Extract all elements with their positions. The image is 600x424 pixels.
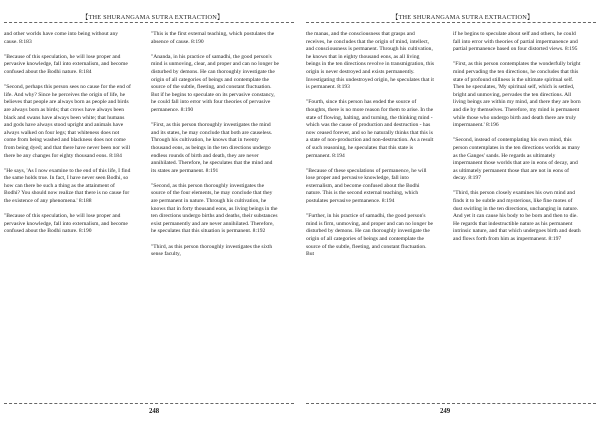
paragraph: the manas, and the consciousness that grasps and receives, he concludes that the origin of mind, intellect, and consciousness is permanent. Through his cultivation, he knows that in eighty thousand eons, as all living beings in the ten directions revolve in transmigration, this origin is never destroyed and exists permanently. Investigating this undestroyed origin, he speculates that it is permanent. 8:193 <box>306 31 434 91</box>
paragraph: "Because of this speculation, he will lose proper and pervasive knowledge, fall into externalism, and become confused about the Bodhi nature. 8:184 <box>4 53 128 75</box>
paragraph: and other worlds have come into being without any cause. 8:183 <box>4 31 118 45</box>
paragraph: "Further, in his practice of samadhi, the good person's mind is firm, unmoving, and proper and can no longer be disturbed by demons. He can thoroughly investigate the origin of all categories of beings and contemplate the source of the subtle, fleeting, and constant fluctuation. But <box>306 213 433 258</box>
footer-rule <box>4 403 294 404</box>
paragraph: "Second, instead of contemplating his own mind, this person contemplates in the ten directions worlds as many as the Ganges' sands. He regards as ultimately impermanent those worlds that are in eons of decay, and as ultimately permanent those that are not in eons of decay. 8:197 <box>453 137 580 182</box>
paragraph: "He says, 'As I now examine to the end of this life, I find the same holds true. In fact, I have never seen Bodhi, so how can there be such a thing as the attainment of Bodhi? You should now realize that there is no cause for the existence of any phenomena.' 8:188 <box>4 167 131 205</box>
left-page <box>4 0 294 424</box>
text-column-1 <box>4 31 132 399</box>
paragraph: "Third, this person closely examines his own mind and finds it to be subtle and mysterious, like fine motes of dust swirling in the ten directions, unchanging in nature. And yet it can cause his body to be born and then to die. He regards that indestructible nature as his permanent intrinsic nature, and that which undergoes birth and death and flows forth from him as impermanent. 8:197 <box>453 190 581 243</box>
text-column-2 <box>453 31 581 399</box>
paragraph: "Second, perhaps this person sees no cause for the end of life. And why? Since he perceives the origin of life, he believes that people are always born as people and birds are always born as birds; that crows have always been black and swans have always been white; that humans and gods have always stood upright and animals have always walked on four legs; that whiteness does not come from being washed and blackness does not come from being dyed; and that there have never been nor will there be any changes for eighty thousand eons. 8:184 <box>4 84 131 159</box>
paragraph: "First, as this person contemplates the wonderfully bright mind pervading the ten directions, he concludes that this state of profound stillness is the ultimate spiritual self. Then he speculates, 'My spiritual self, which is settled, bright and unmoving, pervades the ten directions. All living beings are within my mind, and there they are born and die by themselves. Therefore, my mind is permanent while those who undergo birth and death there are truly impermanent.' 8:196 <box>453 61 581 129</box>
header-rule <box>4 22 294 23</box>
paragraph: "Because of these speculations of permanence, he will lose proper and pervasive knowledge, fall into externalism, and become confused about the Bodhi nature. This is the second external teaching, which postulates pervasive permanence. 8:194 <box>306 167 427 205</box>
paragraph: "Fourth, since this person has ended the source of thoughts, there is no more reason for them to arise. In the state of flowing, halting, and turning, the thinking mind - which was the cause of production and destruction - has now ceased forever, and so he naturally thinks that this is a state of non-production and non-destruction. As a result of such reasoning, he speculates that this state is permanent. 8:194 <box>306 99 434 159</box>
right-page <box>306 0 596 424</box>
running-header: 【THE SHURANGAMA SUTRA EXTRACTION】 <box>82 14 224 21</box>
footer-rule <box>306 403 596 404</box>
paragraph: "Ananda, in his practice of samadhi, the good person's mind is unmoving, clear, and proper and can no longer be disturbed by demons. He can thoroughly investigate the origin of all categories of beings and contemplate the source of the subtle, fleeting, and constant fluctuation. But if he begins to speculate on its pervasive constancy, he could fall into error with four theories of pervasive permanence. 8:190 <box>151 53 279 113</box>
paragraph: "Because of this speculation, he will lose proper and pervasive knowledge, fall into externalism, and become confused about the Bodhi nature. 8:190 <box>4 213 128 235</box>
text-column-1 <box>306 31 434 399</box>
running-header: 【THE SHURANGAMA SUTRA EXTRACTION】 <box>392 14 534 21</box>
text-column-2 <box>151 31 279 399</box>
header-rule <box>306 22 596 23</box>
paragraph: "Third, as this person thoroughly investigates the sixth sense faculty, <box>151 243 273 258</box>
paragraph: "First, as this person thoroughly investigates the mind and its states, he may conclude that both are causeless. Through his cultivation, he knows that in twenty thousand eons, as beings in the ten directions undergo endless rounds of birth and death, they are never annihilated. Therefore, he speculates that the mind and its states are permanent. 8:191 <box>151 122 273 174</box>
paragraph: if he begins to speculate about self and others, he could fall into error with theories of partial impermanence and partial permanence based on four distorted views. 8:195 <box>453 31 578 53</box>
page-number: 249 <box>440 408 451 415</box>
page-number: 248 <box>149 408 160 415</box>
paragraph: "Second, as this person thoroughly investigates the source of the four elements, he may conclude that they are permanent in nature. Through his cultivation, he knows that in forty thousand eons, as living beings in the ten directions undergo births and deaths, their substances exist permanently and are never annihilated. Therefore, he speculates that this situation is permanent. 8:192 <box>151 182 278 235</box>
paragraph: "This is the first external teaching, which postulates the absence of cause. 8:190 <box>151 31 275 45</box>
